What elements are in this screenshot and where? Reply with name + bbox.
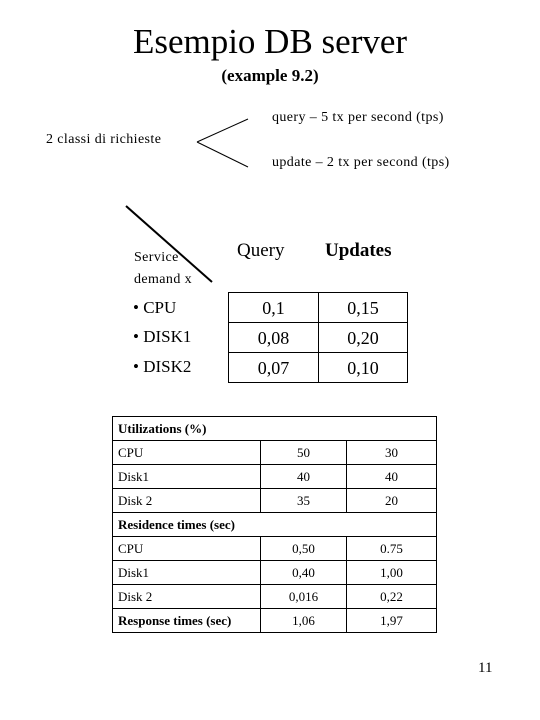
branch-line-update xyxy=(197,142,248,167)
table-cell: 50 xyxy=(261,441,347,465)
table-row xyxy=(113,513,437,537)
row-label-cpu: • CPU xyxy=(133,298,177,317)
table-cell: Disk 2 xyxy=(113,489,261,513)
demand-disk2-query: 0,07 xyxy=(228,352,319,383)
demand-disk2-updates: 0,10 xyxy=(318,352,408,383)
column-header-updates: Updates xyxy=(325,240,392,261)
table-cell: 0,016 xyxy=(261,585,347,609)
utilizations-title: Utilizations (%) xyxy=(113,417,437,441)
results-table xyxy=(112,416,437,633)
table-cell: 1,00 xyxy=(347,561,437,585)
table-cell: 35 xyxy=(261,489,347,513)
table-cell: Disk1 xyxy=(113,465,261,489)
demand-disk1-query: 0,08 xyxy=(228,322,319,353)
demand-label: demand x xyxy=(134,272,193,287)
table-cell: Disk1 xyxy=(113,561,261,585)
column-header-query: Query xyxy=(237,240,285,261)
demand-disk1-updates: 0,20 xyxy=(318,322,408,353)
page-number: 11 xyxy=(478,660,493,676)
response-time-updates: 1,97 xyxy=(347,609,437,633)
table-cell: CPU xyxy=(113,537,261,561)
table-row xyxy=(113,609,437,633)
diagonal-corner-line xyxy=(126,206,212,282)
table-cell: 0,40 xyxy=(261,561,347,585)
table-cell: 40 xyxy=(347,465,437,489)
response-time-query: 1,06 xyxy=(261,609,347,633)
table-cell: CPU xyxy=(113,441,261,465)
branch-line-query xyxy=(197,119,248,142)
query-rate-label: query – 5 tx per second (tps) xyxy=(272,110,444,125)
page-title: Esempio DB server xyxy=(132,22,408,61)
table-row xyxy=(113,561,437,585)
table-row xyxy=(113,489,437,513)
table-row xyxy=(113,417,437,441)
row-label-disk2: • DISK2 xyxy=(133,357,192,376)
table-cell: 0.75 xyxy=(347,537,437,561)
residence-title: Residence times (sec) xyxy=(113,513,437,537)
table-cell: Disk 2 xyxy=(113,585,261,609)
table-cell: 40 xyxy=(261,465,347,489)
update-rate-label: update – 2 tx per second (tps) xyxy=(272,155,450,170)
response-times-label: Response times (sec) xyxy=(113,609,261,633)
table-cell: 0,22 xyxy=(347,585,437,609)
table-row xyxy=(113,465,437,489)
row-label-disk1: • DISK1 xyxy=(133,327,192,346)
table-row xyxy=(113,537,437,561)
page-subtitle: (example 9.2) xyxy=(221,66,319,85)
table-row xyxy=(113,585,437,609)
table-row xyxy=(113,441,437,465)
table-cell: 20 xyxy=(347,489,437,513)
classes-label: 2 classi di richieste xyxy=(46,132,162,147)
table-cell: 0,50 xyxy=(261,537,347,561)
table-cell: 30 xyxy=(347,441,437,465)
demand-cpu-query: 0,1 xyxy=(228,292,319,323)
demand-cpu-updates: 0,15 xyxy=(318,292,408,323)
service-label: Service xyxy=(134,250,179,265)
